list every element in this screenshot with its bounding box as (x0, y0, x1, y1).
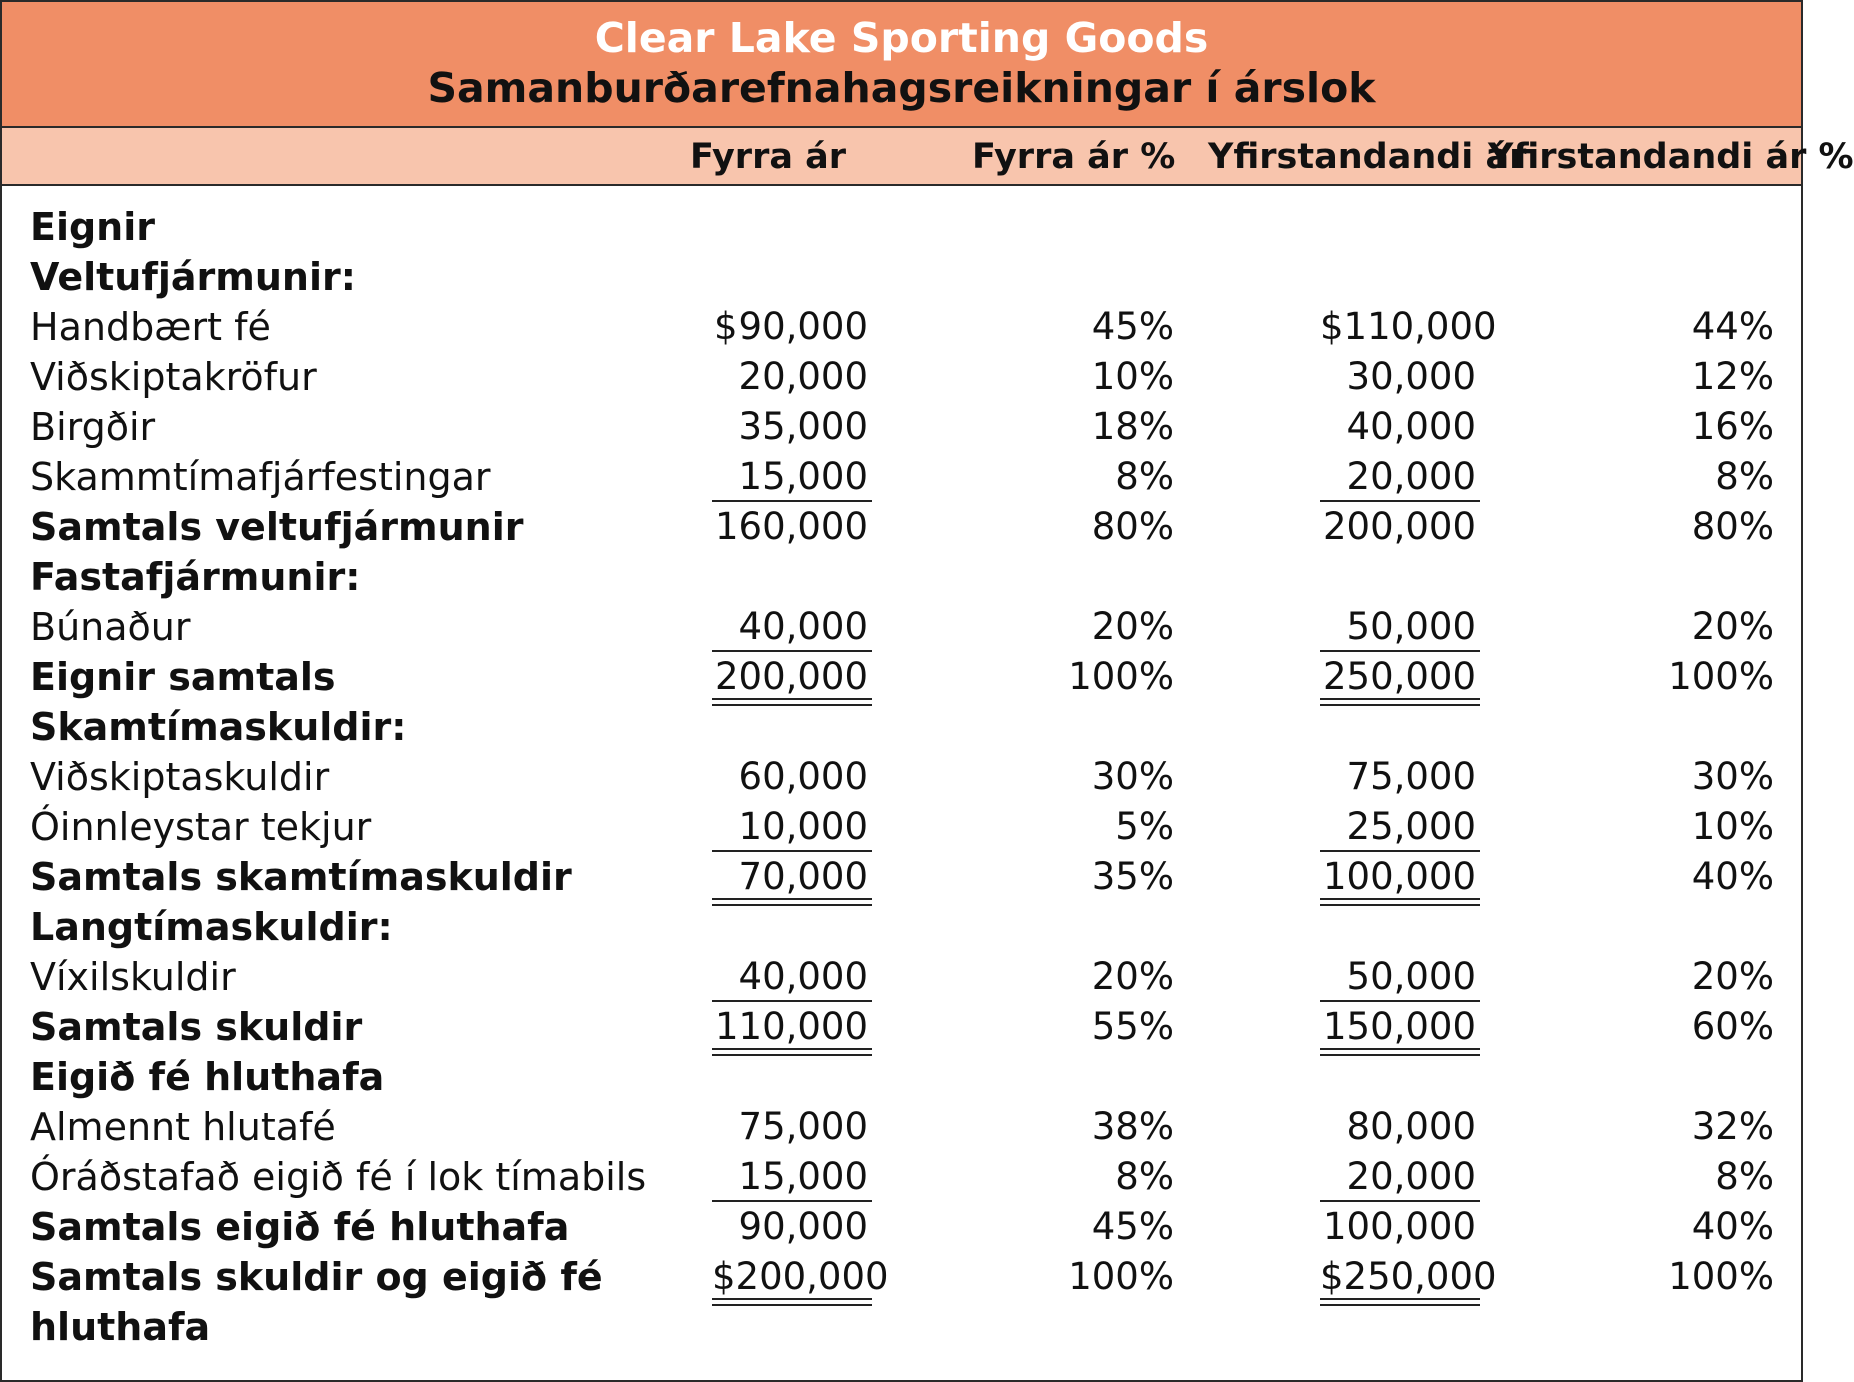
row-label: Birgðir (30, 405, 156, 449)
prior-year-value: 10,000 (738, 805, 868, 848)
column-header-current-year-pct: Yfirstandandi ár % (1488, 137, 1854, 177)
prior-year-percent: 8% (1115, 455, 1174, 498)
row-label: Almennt hlutafé (30, 1105, 336, 1149)
current-year-percent: 30% (1691, 755, 1774, 798)
current-year-percent: 16% (1691, 405, 1774, 448)
prior-year-percent: 20% (1091, 605, 1174, 648)
prior-year-value: 60,000 (738, 755, 868, 798)
row-label: Eignir (30, 205, 156, 249)
table-row (2, 1202, 1801, 1252)
prior-year-percent: 18% (1091, 405, 1174, 448)
table-row (2, 1052, 1801, 1102)
row-label: Búnaður (30, 605, 191, 649)
prior-year-value: 90,000 (738, 305, 868, 348)
prior-year-value: 40,000 (738, 605, 868, 648)
column-header-prior-year: Fyrra ár (690, 137, 847, 177)
row-label: Samtals veltufjármunir (30, 505, 524, 549)
prior-year-value: 20,000 (738, 355, 868, 398)
current-year-percent: 10% (1691, 805, 1774, 848)
current-year-percent: 100% (1668, 1255, 1774, 1298)
row-label: Víxilskuldir (30, 955, 236, 999)
current-year-percent: 44% (1691, 305, 1774, 348)
prior-year-value: 75,000 (738, 1105, 868, 1148)
prior-year-value: $200,000 (712, 1255, 889, 1298)
table-row (2, 302, 1801, 352)
row-label: Handbært fé (30, 305, 271, 349)
current-year-value: 100,000 (1322, 1205, 1476, 1248)
row-label: Skamtímaskuldir: (30, 705, 407, 749)
table-row (2, 1002, 1801, 1052)
current-year-value: 25,000 (1346, 805, 1476, 848)
row-label: Samtals eigið fé hluthafa (30, 1205, 570, 1249)
currency-symbol: $ (714, 305, 738, 348)
column-header-prior-year-pct: Fyrra ár % (972, 137, 1176, 177)
row-label: Eigið fé hluthafa (30, 1055, 385, 1099)
column-header-current-year: Yfirstandandi ár (1208, 137, 1527, 177)
prior-year-percent: 38% (1091, 1105, 1174, 1148)
table-row (2, 352, 1801, 402)
prior-year-percent: 35% (1091, 855, 1174, 898)
prior-year-percent: 8% (1115, 1155, 1174, 1198)
current-year-value: 250,000 (1322, 655, 1476, 698)
table-row (2, 602, 1801, 652)
prior-year-value: 40,000 (738, 955, 868, 998)
table-row (2, 1152, 1801, 1202)
current-year-value: 75,000 (1346, 755, 1476, 798)
current-year-value: 80,000 (1346, 1105, 1476, 1148)
prior-year-percent: 100% (1068, 1255, 1174, 1298)
prior-year-value: 160,000 (714, 505, 868, 548)
table-row (2, 802, 1801, 852)
current-year-percent: 60% (1691, 1005, 1774, 1048)
prior-year-percent: 45% (1091, 1205, 1174, 1248)
prior-year-percent: 100% (1068, 655, 1174, 698)
prior-year-value: 35,000 (738, 405, 868, 448)
prior-year-percent: 80% (1091, 505, 1174, 548)
table-row (2, 552, 1801, 602)
current-year-value: 200,000 (1322, 505, 1476, 548)
title-band (2, 2, 1801, 128)
table-row (2, 652, 1801, 702)
current-year-percent: 40% (1691, 1205, 1774, 1248)
table-row (2, 952, 1801, 1002)
current-year-percent: 100% (1668, 655, 1774, 698)
table-row (2, 1252, 1801, 1349)
row-label: Viðskiptakröfur (30, 355, 317, 399)
current-year-value: 50,000 (1346, 605, 1476, 648)
prior-year-percent: 10% (1091, 355, 1174, 398)
prior-year-percent: 45% (1091, 305, 1174, 348)
current-year-value: $110,000 (1320, 305, 1497, 348)
row-label: Samtals skuldir og eigið fé hluthafa (30, 1255, 603, 1349)
prior-year-percent: 55% (1091, 1005, 1174, 1048)
prior-year-value: 200,000 (714, 655, 868, 698)
current-year-value: 30,000 (1346, 355, 1476, 398)
current-year-value: $250,000 (1320, 1255, 1497, 1298)
row-label: Eignir samtals (30, 655, 336, 699)
current-year-value: 20,000 (1346, 1155, 1476, 1198)
table-row (2, 1102, 1801, 1152)
table-row (2, 452, 1801, 502)
statement-title: Samanburðarefnahagsreikningar í árslok (427, 64, 1376, 112)
double-underline (1320, 1298, 1480, 1306)
prior-year-percent: 30% (1091, 755, 1174, 798)
current-year-percent: 20% (1691, 605, 1774, 648)
double-underline (712, 1298, 872, 1306)
table-row (2, 852, 1801, 902)
table-row (2, 402, 1801, 452)
current-year-percent: 8% (1715, 1155, 1774, 1198)
current-year-percent: 20% (1691, 955, 1774, 998)
current-year-value: 100,000 (1322, 855, 1476, 898)
prior-year-value: 110,000 (714, 1005, 868, 1048)
row-label: Viðskiptaskuldir (30, 755, 330, 799)
row-label: Skammtímafjárfestingar (30, 455, 491, 499)
table-row (2, 702, 1801, 752)
current-year-percent: 12% (1691, 355, 1774, 398)
current-year-value: 50,000 (1346, 955, 1476, 998)
row-label: Fastafjármunir: (30, 555, 361, 599)
prior-year-value: 15,000 (738, 455, 868, 498)
row-label: Langtímaskuldir: (30, 905, 393, 949)
table-row (2, 252, 1801, 302)
table-row (2, 902, 1801, 952)
prior-year-value: 70,000 (738, 855, 868, 898)
company-name: Clear Lake Sporting Goods (594, 14, 1209, 62)
column-header-row (2, 128, 1854, 186)
current-year-percent: 8% (1715, 455, 1774, 498)
prior-year-value: 90,000 (738, 1205, 868, 1248)
current-year-value: 20,000 (1346, 455, 1476, 498)
current-year-percent: 80% (1691, 505, 1774, 548)
current-year-value: 150,000 (1322, 1005, 1476, 1048)
current-year-percent: 32% (1691, 1105, 1774, 1148)
row-label: Óráðstafað eigið fé í lok tímabils (30, 1155, 647, 1199)
prior-year-percent: 5% (1115, 805, 1174, 848)
table-row (2, 502, 1801, 552)
row-label: Samtals skamtímaskuldir (30, 855, 572, 899)
table-row (2, 202, 1801, 252)
row-label: Samtals skuldir (30, 1005, 363, 1049)
prior-year-value: 15,000 (738, 1155, 868, 1198)
row-label: Óinnleystar tekjur (30, 805, 372, 849)
current-year-percent: 40% (1691, 855, 1774, 898)
row-label: Veltufjármunir: (30, 255, 356, 299)
current-year-value: 40,000 (1346, 405, 1476, 448)
prior-year-percent: 20% (1091, 955, 1174, 998)
table-row (2, 752, 1801, 802)
